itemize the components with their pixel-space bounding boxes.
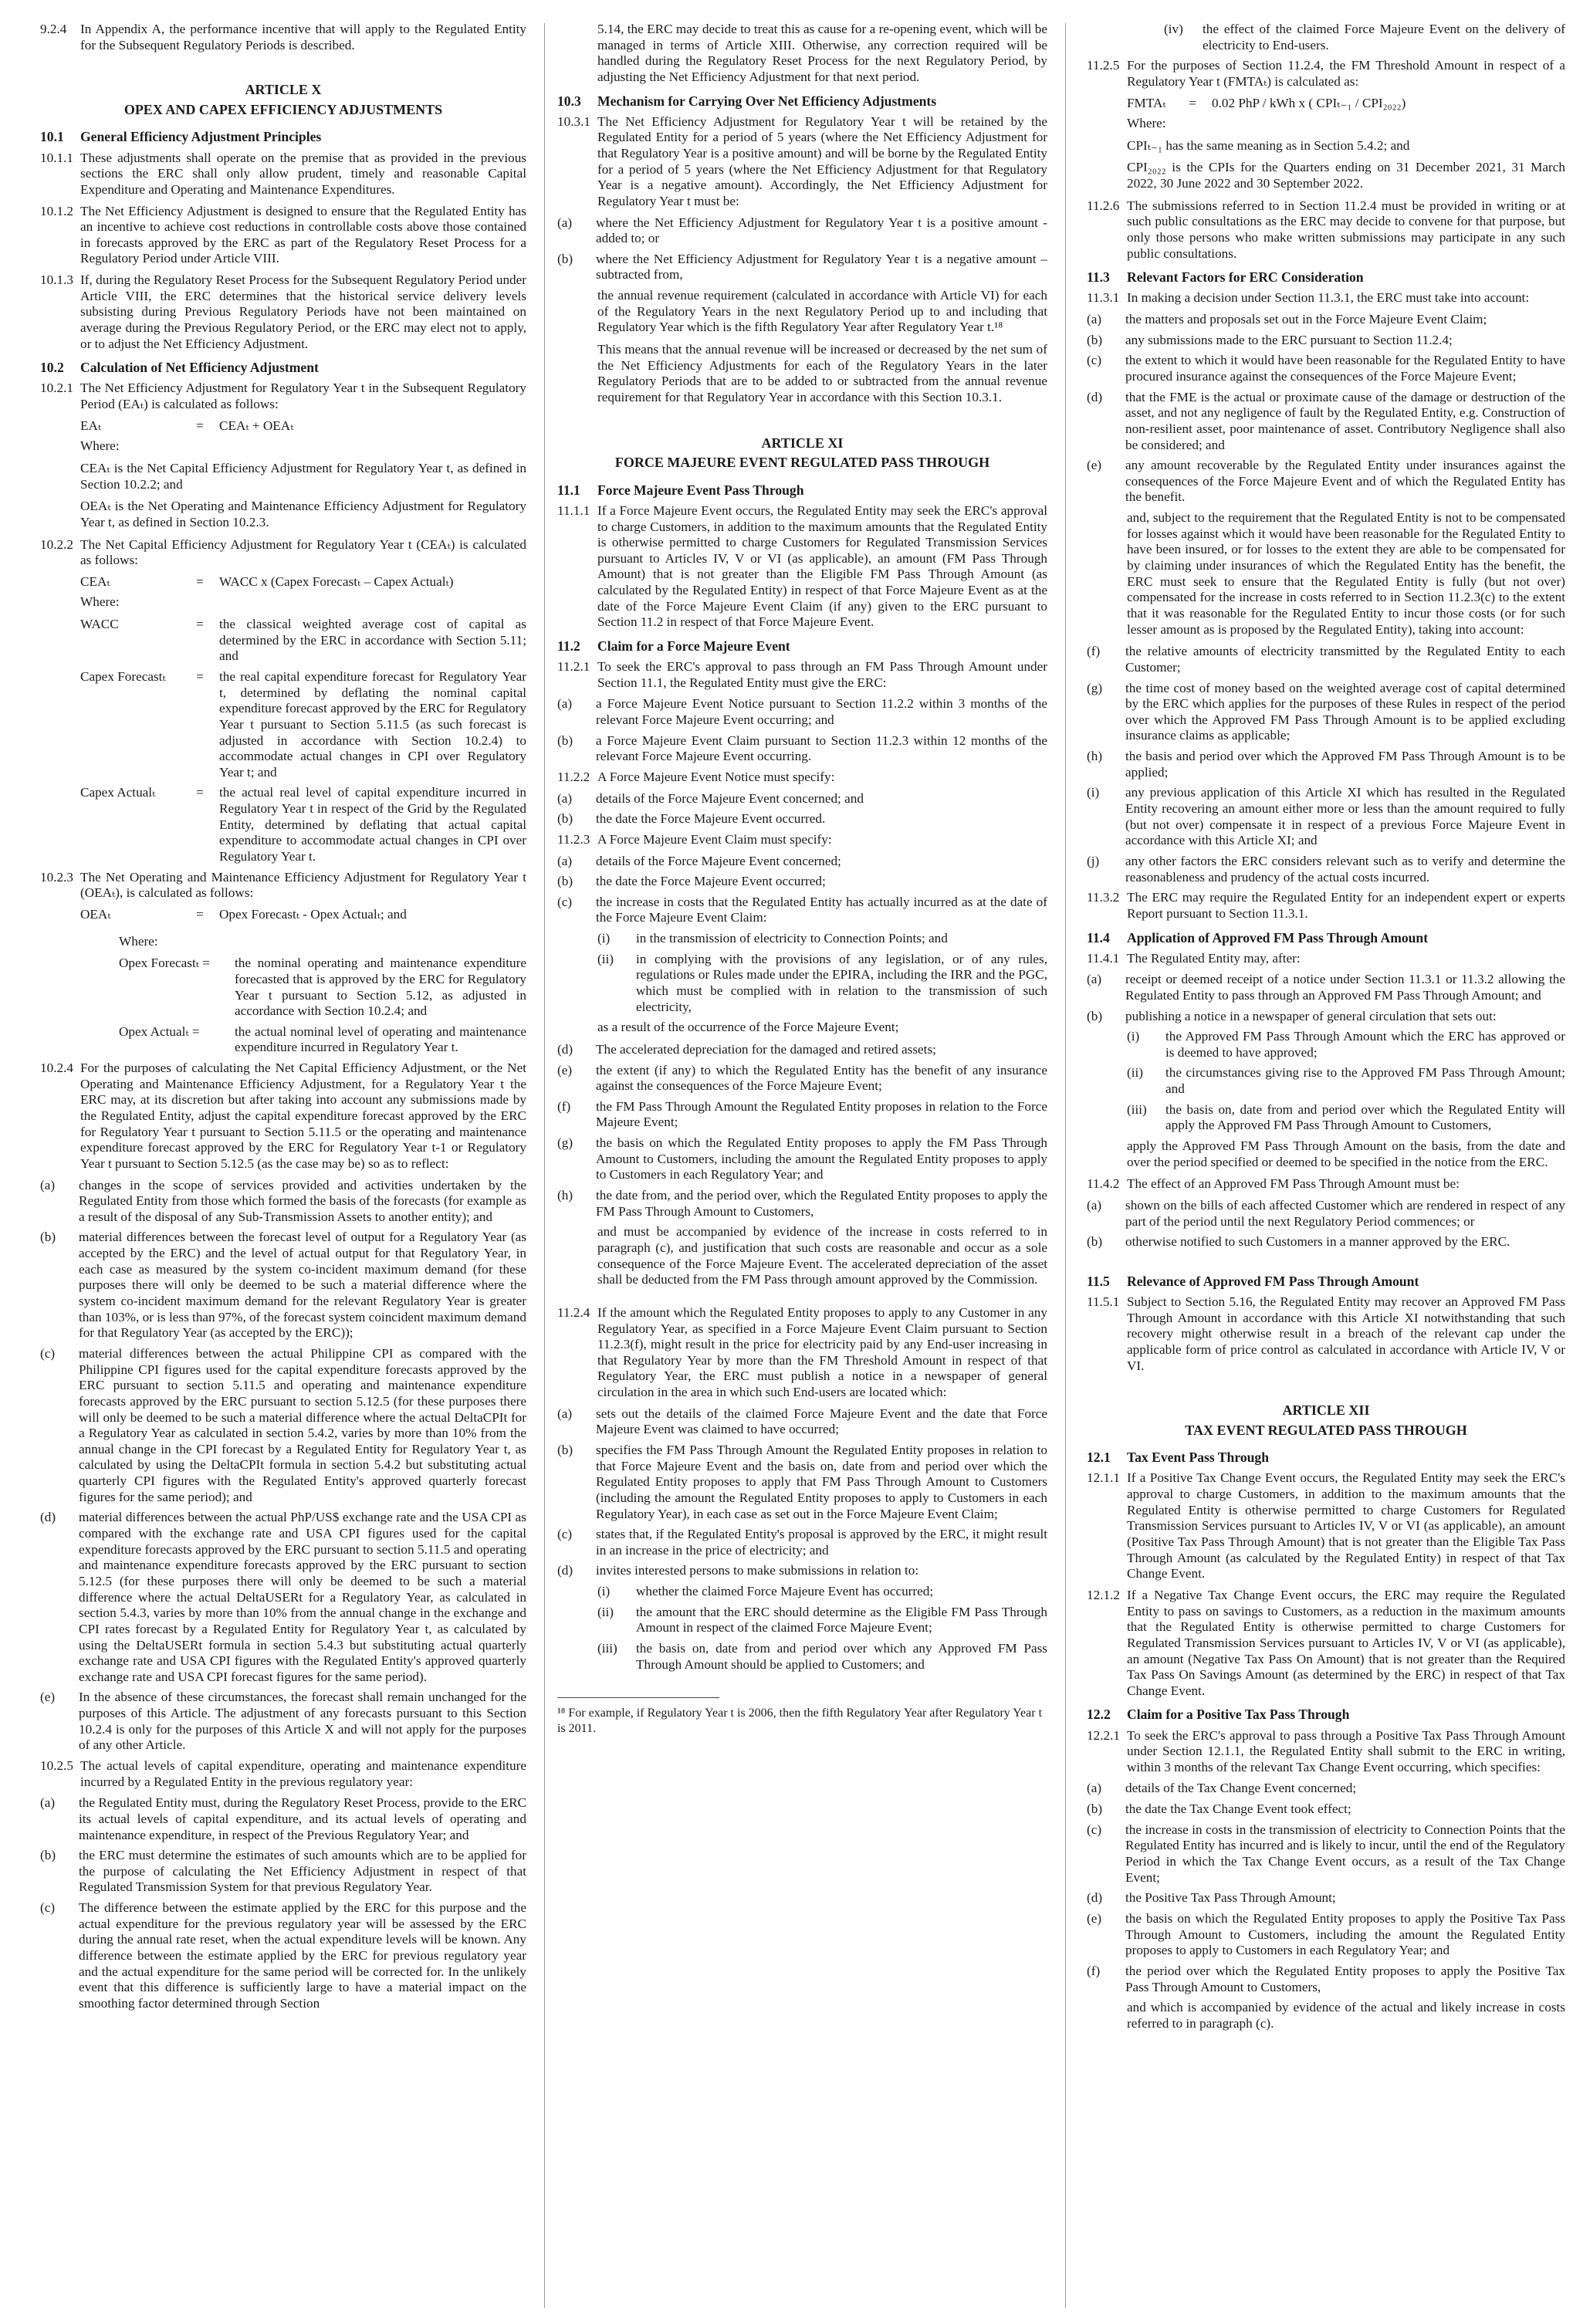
- clause: 10.2.2 The Net Capital Efficiency Adjustment for Regulatory Year t (CEAₜ) is calculated as follows:: [40, 536, 526, 568]
- where-label: Where:: [80, 438, 120, 454]
- sub-sub-clause: (ii) the amount that the ERC should determine as the Eligible FM Pass Through Amount in respect of the claimed Force Majeure Event;: [597, 1604, 1047, 1636]
- sub-clause: (b) the date the Tax Change Event took effect;: [1087, 1801, 1351, 1817]
- clause: 11.3.1 In making a decision under Section 11.3.1, the ERC must take into account:: [1087, 290, 1530, 306]
- sub-clause: (c) the increase in costs in the transmission of electricity to Connection Points that the Regulated Entity has incurred and is likely to incur, until the end of the Regulatory Period in which the Tax Change Event occurs, as a result of the Tax Change Event;: [1087, 1822, 1565, 1885]
- sub-clause: (d) The accelerated depreciation for the damaged and retired assets;: [557, 1041, 936, 1057]
- sub-clause: (g) the basis on which the Regulated Entity proposes to apply the FM Pass Through Amount to Customers, including the amount the Regulated Entity proposes to apply to Customers in each Regulatory Year; and: [557, 1135, 1047, 1182]
- clause-text: This means that the annual revenue will be increased or decreased by the net sum of the Net Efficiency Adjustments for each of the Regulatory Years in the later Regulatory Periods that are to be added to or subtracted from the annual revenue requirement for that Regulatory Year in accordance with this Section 10.3.1.: [597, 342, 1047, 404]
- sub-clause: (c) the increase in costs that the Regulated Entity has actually incurred as at the date of the Force Majeure Event Claim:: [557, 894, 1047, 925]
- sub-clause: (b) the date the Force Majeure Event occurred;: [557, 874, 826, 889]
- sub-clause: (b) any submissions made to the ERC pursuant to Section 11.2.4;: [1087, 332, 1453, 347]
- sub-clause: (e) any amount recoverable by the Regulated Entity under insurances against the consequences of the Force Majeure Event and of which the Regulated Entity has the benefit.: [1087, 458, 1565, 505]
- sub-sub-clause: (ii) the circumstances giving rise to the Approved FM Pass Through Amount; and: [1127, 1065, 1565, 1097]
- section-heading: 12.2 Claim for a Positive Tax Pass Through: [1087, 1707, 1350, 1723]
- sub-clause: (a) changes in the scope of services provided and activities undertaken by the Regulated Entity from those which formed the basis of the forecasts (for example as a result of the disposal of any Sub-Transmission Assets to another entity); and: [40, 1177, 526, 1224]
- column-divider: [1065, 23, 1066, 2308]
- clause: 10.2.5 The actual levels of capital expenditure, operating and maintenance expenditure incurred by a Regulated Entity in the previous regulatory year:: [40, 1757, 526, 1789]
- clause: 11.2.1 To seek the ERC's approval to pass through an FM Pass Through Amount under Section 11.1, the Regulated Entity must give the ERC:: [557, 659, 1047, 690]
- sub-clause: (c) the extent to which it would have been reasonable for the Regulated Entity to have procured insurance against the consequences of the Force Majeure Event;: [1087, 353, 1565, 384]
- sub-clause: (i) any previous application of this Article XI which has resulted in the Regulated Entity recovering an amount either more or less than the amount required to fully (but not over) compensate it in respect of a previous Force Majeure Event in accordance with this Article XI; and: [1087, 785, 1565, 848]
- clause: 12.1.1 If a Positive Tax Change Event occurs, the Regulated Entity may seek the ERC's approval to charge Customers, in addition to the maximum amounts that the Regulated Entity is otherwise permitted to charge Customers for Regulated Transmission Services pursuant to Articles IV, V or VI (as applicable), an amount (Positive Tax Pass Through Amount) that is not greater than the Eligible Tax Pass Through Amount (as calculated by the Regulated Entity) in respect of that Tax Change Event.: [1087, 1470, 1565, 1581]
- sub-clause: (b) publishing a notice in a newspaper of general circulation that sets out:: [1087, 1008, 1497, 1023]
- footnote: ¹⁸ For example, if Regulatory Year t is 2006, then the fifth Regulatory Year after Regulatory Year t is 2011.: [557, 1707, 1043, 1736]
- sub-clause: (j) any other factors the ERC considers relevant such as to verify and determine the reasonableness and prudency of the actual costs incurred.: [1087, 853, 1565, 885]
- definition-text: CPI₂₀₂₂ is the CPIs for the Quarters ending on 31 December 2021, 31 March 2022, 30 June 2022 and 30 September 2022.: [1127, 160, 1565, 191]
- where-label: Where:: [80, 594, 120, 610]
- formula: EAₜ = CEAₜ + OEAₜ: [80, 418, 294, 433]
- article-subtitle: TAX EVENT REGULATED PASS THROUGH: [1185, 1422, 1467, 1438]
- sub-sub-clause: (iii) the basis on, date from and period over which any Approved FM Pass Through Amount should be applied to Customers; and: [597, 1641, 1047, 1672]
- article-subtitle: OPEX AND CAPEX EFFICIENCY ADJUSTMENTS: [123, 101, 443, 117]
- sub-clause: (c) states that, if the Regulated Entity's proposal is approved by the ERC, it might result in an increase in the price of electricity; and: [557, 1527, 1047, 1558]
- clause: 10.2.4 For the purposes of calculating the Net Capital Efficiency Adjustment, or the Net Operating and Maintenance Efficiency Adjustment, for a Regulatory Year t the ERC may, at its discretion but after taking into account any submissions made by the Regulated Entity, adjust the capital expenditure forecast approved by the ERC for Regulatory Year t pursuant to Section 5.11.5 or the operating and maintenance expenditure forecast approved by the ERC for Regulatory Year t-1 or Regulatory Year t pursuant to Section 5.12.5 (as the case may be) so as to reflect:: [40, 1061, 526, 1171]
- sub-sub-clause: (i) whether the claimed Force Majeure Event has occurred;: [597, 1584, 934, 1599]
- clause: [40, 22, 526, 53]
- clause: 11.2.6 The submissions referred to in Section 11.2.4 must be provided in writing or at such public consultations as the ERC may decide to convene for that purpose, but only those persons who make written submissions may participate in any such public consultations.: [1087, 198, 1565, 261]
- sub-clause: (e) In the absence of these circumstances, the forecast shall remain unchanged for the purposes of this Article. The adjustment of any forecasts pursuant to this Section 10.2.4 is only for the purposes of this Article X and will not apply for the purposes of any other Article.: [40, 1690, 526, 1753]
- where-label: Where:: [1127, 116, 1166, 131]
- clause-number: 9.2.4: [40, 22, 67, 36]
- clause: 12.1.2 If a Negative Tax Change Event occurs, the ERC may require the Regulated Entity to pass on savings to Customers, as a reduction in the maximum amounts that the Regulated Entity is otherwise permitted to charge Customers for Regulated Transmission Services pursuant to Articles IV, V or VI (as applicable), an amount (Negative Tax Pass On Amount) that is not greater than the Required Tax Pass On Savings Amount (as determined by the ERC) in respect of that Tax Change Event.: [1087, 1587, 1565, 1698]
- clause: 11.5.1 Subject to Section 5.16, the Regulated Entity may recover an Approved FM Pass Through Amount in accordance with this Article XI notwithstanding that such recovery might otherwise result in a breach of the relevant cap under the applicable form of price control as calculated in accordance with Article IV, V or VI.: [1087, 1294, 1565, 1373]
- definition-row: WACC = the classical weighted average cost of capital as determined by the ERC in accordance with Section 5.11; and: [80, 617, 526, 664]
- formula: FMTAₜ = 0.02 PhP / kWh x ( CPIₜ₋₁ / CPI₂₀₂₂): [1127, 95, 1406, 110]
- sub-clause: (d) the Positive Tax Pass Through Amount;: [1087, 1890, 1336, 1906]
- section-heading: 10.1 General Efficiency Adjustment Principles: [40, 129, 322, 145]
- sub-clause: (b) otherwise notified to such Customers in a manner approved by the ERC.: [1087, 1234, 1510, 1250]
- sub-clause: (a) sets out the details of the claimed Force Majeure Event and the date that Force Majeure Event was claimed to have occurred;: [557, 1406, 1047, 1437]
- clause: 11.2.4 If the amount which the Regulated Entity proposes to apply to any Customer in any Regulatory Year, as specified in a Force Majeure Event Claim pursuant to Section 11.2.3(f), might result in the price for electricity paid by any End-user increasing in that Regulatory Year by more than the FM Threshold Amount in respect of that Regulatory Year, the ERC must publish a notice in a newspaper of general circulation in the area in which such End-users are located which:: [557, 1304, 1047, 1400]
- definition-text: OEAₜ is the Net Operating and Maintenance Efficiency Adjustment for Regulatory Year t, as defined in Section 10.2.3.: [80, 499, 526, 529]
- section-heading: 11.4 Application of Approved FM Pass Through Amount: [1087, 929, 1429, 945]
- sub-clause: (c) material differences between the actual Philippine CPI as compared with the Philippine CPI figures used for the capital expenditure forecasts approved by the ERC pursuant to section 5.11.5 and operating and maintenance expenditure forecasts approved by the ERC pursuant to section 5.12.5 (for these purposes there will only be deemed to be such a material difference where the actual DeltaCPIt for a Regulatory Year as calculated in section 5.4.2, varies by more than 10% from the annual change in the CPI forecast by a Regulated Entity for Regulatory Year t, as calculated by using the DeltaCPIt formula in section 5.4.2 but substituting actual quarterly CPI figures with the Regulated Entity's approved quarterly forecast figures for the same period); and: [40, 1345, 526, 1504]
- clause: 11.4.2 The effect of an Approved FM Pass Through Amount must be:: [1087, 1176, 1460, 1192]
- footnote-rule: [557, 1697, 719, 1698]
- formula: OEAₜ = Opex Forecastₜ - Opex Actualₜ; and: [80, 906, 407, 922]
- clause: 11.4.1 The Regulated Entity may, after:: [1087, 950, 1301, 966]
- sub-clause: (a) the Regulated Entity must, during the Regulatory Reset Process, provide to the ERC its actual levels of capital expenditure, and its actual levels of operating and maintenance expenditure, in respect of the Previous Regulatory Year; and: [40, 1795, 526, 1842]
- section-heading: 10.2 Calculation of Net Efficiency Adjustment: [40, 360, 319, 376]
- sub-clause: (b) the date the Force Majeure Event occurred.: [557, 811, 826, 827]
- column-divider: [544, 23, 545, 2308]
- sub-sub-clause: (i) the Approved FM Pass Through Amount which the ERC has approved or is deemed to have approved;: [1127, 1029, 1565, 1060]
- column-left: [40, 22, 526, 2316]
- sub-clause: (d) material differences between the actual PhP/US$ exchange rate and the USA CPI as compared with the exchange rate and USA CPI figures used for the capital expenditure forecasts approved by the ERC pursuant to section 5.11.5 and operating and maintenance expenditure forecasts approved by the ERC pursuant to section 5.12.5 (for these purposes there will only be deemed to be such a material difference where the actual DeltaUSERt for a Regulatory Year, as calculated in section 5.4.3, varies by more than 10% from the annual change in the exchange and CPI rates forecast by a Regulated Entity for Regulatory Year t, as calculated by using the DeltaUSERt formula in section 5.4.3 but substituting actual quarterly exchange rate and USA CPI figures with the Regulated Entity's approved quarterly exchange rate and USA CPI forecast figures for the same period).: [40, 1510, 526, 1684]
- formula: CEAₜ = WACC x (Capex Forecastₜ – Capex Actualₜ): [80, 573, 454, 589]
- section-heading: 11.5 Relevance of Approved FM Pass Through Amount: [1087, 1273, 1419, 1289]
- column-right: [1087, 22, 1565, 2316]
- sub-clause: (a) details of the Force Majeure Event concerned; and: [557, 790, 864, 806]
- sub-clause: (a) receipt or deemed receipt of a notice under Section 11.3.1 or 11.3.2 allowing the Regulated Entity to pass through an Approved FM Pass Through Amount; and: [1087, 972, 1565, 1003]
- sub-sub-clause: (iii) the basis on, date from and period over which the Regulated Entity will apply the Approved FM Pass Through Amount to Customers,: [1127, 1101, 1565, 1133]
- section-heading: 10.3 Mechanism for Carrying Over Net Efficiency Adjustments: [557, 93, 937, 109]
- clause: 12.2.1 To seek the ERC's approval to pass through a Positive Tax Pass Through Amount under Section 12.1.1, the Regulated Entity shall submit to the ERC in writing, within 3 months of the relevant Tax Change Event occurring, which specifies:: [1087, 1727, 1565, 1774]
- clause: 10.2.3 The Net Operating and Maintenance Efficiency Adjustment for Regulatory Year t (OEAₜ), is calculated as follows:: [40, 869, 526, 901]
- sub-clause: (b) specifies the FM Pass Through Amount the Regulated Entity proposes in relation to that Force Majeure Event and the basis on, date from and period over which the Regulated Entity proposes to apply that FM Pass Through Amount to Customers (including the amount the Regulated Entity proposes to apply to Customers in each Regulatory Year), in each case as set out in the Force Majeure Event Claim;: [557, 1443, 1047, 1521]
- clause: 11.3.2 The ERC may require the Regulated Entity for an independent expert or experts Report pursuant to Section 11.3.1.: [1087, 890, 1565, 921]
- clause-text: and must be accompanied by evidence of the increase in costs referred to in paragraph (c), and justification that such costs are reasonable and occur as a sole consequence of the Force Majeure Event. The accelerated depreciation of the asset shall be deducted from the FM Pass through amount approved by the Commission.: [597, 1224, 1047, 1287]
- sub-clause: (a) details of the Force Majeure Event concerned;: [557, 853, 841, 868]
- definition-row: Opex Actualₜ = the actual nominal level of operating and maintenance expenditure incurred in Regulatory Year t.: [119, 1023, 526, 1055]
- clause: 10.2.1 The Net Efficiency Adjustment for Regulatory Year t in the Subsequent Regulatory Period (EAₜ) is calculated as follows:: [40, 381, 526, 412]
- article-title: ARTICLE XII: [1282, 1402, 1370, 1419]
- section-heading: 12.1 Tax Event Pass Through: [1087, 1450, 1269, 1466]
- clause: 11.1.1 If a Force Majeure Event occurs, the Regulated Entity may seek the ERC's approval to charge Customers, in addition to the maximum amounts that the Regulated Entity is otherwise permitted to charge Customers for Regulated Transmission Services pursuant to Articles IV, V or VI (as applicable), an amount (FM Pass Through Amount) that is not greater than the Eligible FM Pass Through Amount (as calculated by the Regulated Entity) in respect of that Force Majeure Event as at the date of the Force Majeure Event Claim (if any) given to the ERC pursuant to Section 11.2 in respect of that Force Majeure Event.: [557, 502, 1047, 630]
- sub-clause: (f) the period over which the Regulated Entity proposes to apply the Positive Tax Pass Through Amount to Customers,: [1087, 1963, 1565, 1994]
- section-heading: 11.1 Force Majeure Event Pass Through: [557, 482, 804, 498]
- clause-text: and, subject to the requirement that the Regulated Entity is not to be compensated for losses against which it would have been reasonable for the Regulated Entity to have been insured, or for losses to the extent they are able to be compensated for by claiming under insurances of which the Regulated Entity has the benefit, the ERC must seek to ensure that the Regulated Entity is fully (but not over) compensated for the increase in costs referred to in Section 11.2.3(c) to the extent that it was reasonable for the Regulated Entity to incur those costs (or for such lesser amount as is proposed by the Regulated Entity), taking into account:: [1127, 510, 1565, 637]
- clause: 10.1.1 These adjustments shall operate on the premise that as provided in the previous sections the ERC shall only allow prudent, timely and reasonable Capital Expenditure and Operating and Maintenance Expenditures.: [40, 150, 526, 197]
- definition-text: CPIₜ₋₁ has the same meaning as in Section 5.4.2; and: [1127, 137, 1410, 153]
- article-title: ARTICLE X: [245, 82, 322, 98]
- section-heading: 11.3 Relevant Factors for ERC Consideration: [1087, 269, 1364, 286]
- sub-clause: (f) the FM Pass Through Amount the Regulated Entity proposes in relation to the Force Majeure Event;: [557, 1098, 1047, 1130]
- clause: 11.2.5 For the purposes of Section 11.2.4, the FM Threshold Amount in respect of a Regulatory Year t (FMTAₜ) is calculated as:: [1087, 58, 1565, 89]
- continued-text: 5.14, the ERC may decide to treat this as cause for a re-opening event, which will be managed in terms of Article XIII. Otherwise, any correction required will be handled during the Regulatory Reset Process for the next Regulatory Period, by adjusting the Net Efficiency Adjustment for that next period.: [597, 22, 1047, 84]
- sub-sub-clause: (ii) in complying with the provisions of any legislation, or of any rules, regulations or Rules made under the EPIRA, including the IRR and the PGC, which must be complied with in relation to the transmission of such electricity,: [597, 951, 1047, 1014]
- sub-clause: (h) the basis and period over which the Approved FM Pass Through Amount is to be applied;: [1087, 749, 1565, 780]
- clause-text: as a result of the occurrence of the Force Majeure Event;: [597, 1020, 899, 1035]
- article-subtitle: FORCE MAJEURE EVENT REGULATED PASS THROUGH: [614, 455, 990, 471]
- sub-clause: (e) the basis on which the Regulated Entity proposes to apply the Positive Tax Pass Through Amount to Customers, including the amount the Regulated Entity proposes to apply to Customers in each Regulatory Year; and: [1087, 1910, 1565, 1958]
- sub-clause: (a) a Force Majeure Event Notice pursuant to Section 11.2.2 within 3 months of the relevant Force Majeure Event occurring; and: [557, 696, 1047, 728]
- sub-clause: (c) The difference between the estimate applied by the ERC for this purpose and the actual expenditure for the previous regulatory year will be assessed by the ERC during the annual rate reset, when the actual expenditure levels will be known. Any difference between the estimate applied by the ERC for previous regulatory year and the actual expenditure for the same period will be corrected for. In the unlikely event that this difference is sufficiently large to have a material impact on the smoothing factor determined through Section: [40, 1900, 526, 2011]
- clause: 10.1.2 The Net Efficiency Adjustment is designed to ensure that the Regulated Entity has an incentive to achieve cost reductions in controllable costs above those contained in forecasts approved by the ERC as part of the Regulatory Reset Process for a Regulatory Period under Article VIII.: [40, 203, 526, 266]
- sub-sub-clause: (iv) the effect of the claimed Force Majeure Event on the delivery of electricity to End-users.: [1164, 22, 1565, 52]
- clause: 11.2.2 A Force Majeure Event Notice must specify:: [557, 769, 835, 784]
- clause-text: the annual revenue requirement (calculated in accordance with Article VI) for each of the Regulatory Years in the next Regulatory Period up to and including that Regulatory Year which is the fifth Regulatory Year after Regulatory Year t.¹⁸: [597, 288, 1047, 335]
- sub-clause: (h) the date from, and the period over, which the Regulated Entity proposes to apply the FM Pass Through Amount to Customers,: [557, 1188, 1047, 1219]
- clause-text: In Appendix A, the performance incentive that will apply to the Regulated Entity for the Subsequent Regulatory Periods is described.: [80, 22, 526, 52]
- clause-text: and which is accompanied by evidence of the actual and likely increase in costs referred to in paragraph (c).: [1127, 2000, 1565, 2031]
- section-heading: 11.2 Claim for a Force Majeure Event: [557, 638, 790, 654]
- sub-sub-clause: (i) in the transmission of electricity to Connection Points; and: [597, 931, 948, 946]
- clause: 11.2.3 A Force Majeure Event Claim must specify:: [557, 831, 832, 847]
- sub-clause: (b) a Force Majeure Event Claim pursuant to Section 11.2.3 within 12 months of the relevant Force Majeure Event occurring.: [557, 732, 1047, 764]
- definition-row: Opex Forecastₜ = the nominal operating and maintenance expenditure forecasted that is approved by the ERC for Regulatory Year t pursuant to Section 5.12, as adjusted in accordance with Section 10.2.4; and: [119, 956, 526, 1019]
- definition-row: Capex Forecastₜ = the real capital expenditure forecast for Regulatory Year t, determined by deflating the nominal capital expenditure forecast approved by the ERC for Regulatory Year t pursuant to Section 5.11.5 (as such forecast is adjusted in accordance with Section 10.2.4) to accommodate actual changes in CPI over Regulatory Year t; and: [80, 668, 526, 780]
- clause-text: apply the Approved FM Pass Through Amount on the basis, from the date and over the period specified or deemed to be specified in the notice from the ERC.: [1127, 1138, 1565, 1169]
- sub-clause: (a) shown on the bills of each affected Customer which are rendered in respect of any part of the period until the next Regulatory Period commences; or: [1087, 1197, 1565, 1229]
- article-title: ARTICLE XI: [761, 435, 844, 451]
- clause: 10.3.1 The Net Efficiency Adjustment for Regulatory Year t will be retained by the Regulated Entity for a period of 5 years (where the Net Efficiency Adjustment for that Regulatory Year is a positive amount) and will be borne by the Regulated Entity for a period of 5 years (where the Net Efficiency Adjustment for that Regulatory Year is a negative amount). Accordingly, the Net Efficiency Adjustment for Regulatory Year t must be:: [557, 113, 1047, 208]
- column-middle: [557, 22, 1047, 2316]
- definition-row: Capex Actualₜ = the actual real level of capital expenditure incurred in Regulatory Year t in respect of the Grid by the Regulated Entity, determined by deflating that actual capital expenditure to accommodate actual changes in CPI over Regulatory Year t.: [80, 785, 526, 864]
- definition-text: CEAₜ is the Net Capital Efficiency Adjustment for Regulatory Year t, as defined in Section 10.2.2; and: [80, 460, 526, 492]
- sub-clause: (d) invites interested persons to make submissions in relation to:: [557, 1563, 919, 1578]
- sub-clause: (d) that the FME is the actual or proximate cause of the damage or destruction of the asset, and not any negligence of fault by the Regulated Entity, e.g. Construction of non-resilient asset, poor maintenance of asset. Contributory Negligence shall also be considered; and: [1087, 389, 1565, 452]
- sub-clause: (b) material differences between the forecast level of output for a Regulatory Year (as accepted by the ERC) and the level of actual output for that Regulatory Year, in each case as measured by the system co-incident maximum demand (for these purposes there will only be deemed to be such a material difference where the system co-incident maximum demand for the relevant Regulatory Year is greater than 103%, or is less than 97%, of the forecast system coincident maximum demand for that Regulatory Year (as accepted by the ERC));: [40, 1230, 526, 1341]
- sub-clause: (g) the time cost of money based on the weighted average cost of capital determined by the ERC which applies for the purposes of these Rules in respect of the period over which the Approved FM Pass Through Amount is to be applied excluding insurance claims as applicable;: [1087, 680, 1565, 743]
- sub-clause: (a) details of the Tax Change Event concerned;: [1087, 1781, 1357, 1796]
- clause: 10.1.3 If, during the Regulatory Reset Process for the Subsequent Regulatory Period under Article VIII, the ERC determines that the historical service delivery levels subsisting during Previous Regulatory Periods have not been maintained on average during the Previous Regulatory Period, or the ERC may elect not to apply, or to adjust the Net Efficiency Adjustment.: [40, 272, 526, 351]
- sub-clause: (b) where the Net Efficiency Adjustment for Regulatory Year t is a negative amount – subtracted from,: [557, 251, 1047, 282]
- sub-clause: (a) the matters and proposals set out in the Force Majeure Event Claim;: [1087, 312, 1487, 327]
- sub-clause: (a) where the Net Efficiency Adjustment for Regulatory Year t is a positive amount - added to; or: [557, 215, 1047, 246]
- where-label: Where:: [119, 933, 158, 949]
- sub-clause: (e) the extent (if any) to which the Regulated Entity has the benefit of any insurance against the consequences of the Force Majeure Event;: [557, 1062, 1047, 1094]
- sub-clause: (b) the ERC must determine the estimates of such amounts which are to be applied for the purpose of calculating the Net Efficiency Adjustment in respect of that Regulated Transmission System for that previous Regulatory Year.: [40, 1848, 526, 1895]
- sub-clause: (f) the relative amounts of electricity transmitted by the Regulated Entity to each Customer;: [1087, 644, 1565, 675]
